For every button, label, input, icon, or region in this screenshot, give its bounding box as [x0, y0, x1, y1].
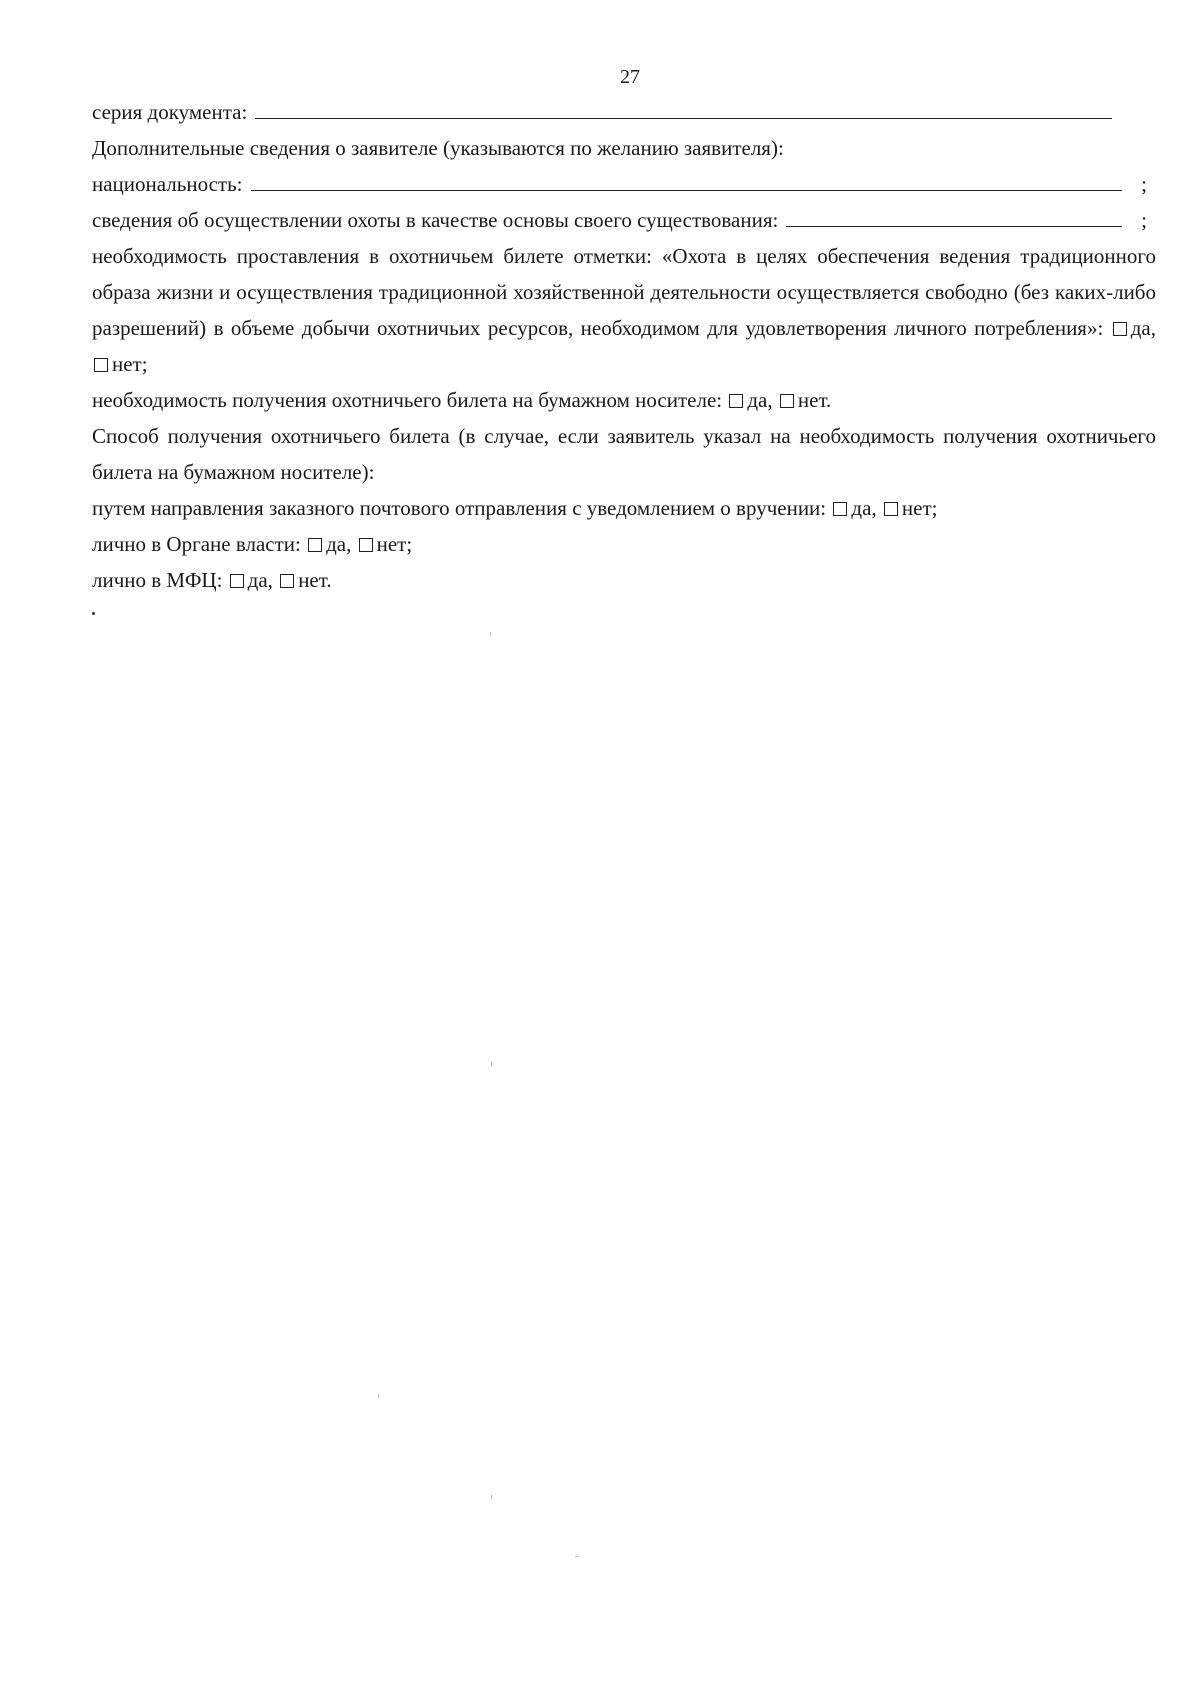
mail-yes-checkbox[interactable] — [833, 502, 847, 516]
paper-line-text: необходимость получения охотничьего билета на бумажном носителе: — [92, 388, 723, 412]
hunting-input-line[interactable] — [786, 204, 1122, 227]
mfc-no-checkbox[interactable] — [280, 574, 294, 588]
nationality-semicolon: ; — [1141, 172, 1147, 196]
authority-yes-checkbox[interactable] — [308, 538, 322, 552]
nationality-field-row — [92, 166, 1156, 202]
paper-line — [92, 382, 1156, 418]
hunting-semicolon: ; — [1141, 208, 1147, 232]
mail-no-checkbox[interactable] — [884, 502, 898, 516]
scan-speck — [491, 1495, 492, 1499]
method-paragraph — [92, 418, 1156, 490]
paper-yes-checkbox[interactable] — [729, 394, 743, 408]
series-label: серия документа: — [92, 100, 248, 124]
form-content — [92, 94, 1156, 598]
scan-speck — [491, 1062, 492, 1066]
hunting-field-row — [92, 202, 1156, 238]
mfc-no-label: нет. — [298, 568, 332, 592]
mark-yes-label: да, — [1130, 316, 1157, 340]
authority-line — [92, 526, 1156, 562]
scan-speck — [490, 632, 491, 636]
mail-yes-label: да, — [851, 496, 877, 520]
series-field-row — [92, 94, 1156, 130]
stray-dot — [92, 612, 95, 615]
mfc-line-text: лично в МФЦ: — [92, 568, 223, 592]
nationality-label: национальность: — [92, 172, 243, 196]
paper-no-label: нет. — [797, 388, 832, 412]
authority-line-text: лично в Органе власти: — [92, 532, 301, 556]
mail-line — [92, 490, 1156, 526]
additional-heading-row — [92, 130, 1156, 166]
mfc-yes-label: да, — [247, 568, 273, 592]
authority-no-label: нет; — [376, 532, 413, 556]
scan-speck — [378, 1394, 379, 1398]
paper-yes-label: да, — [747, 388, 773, 412]
nationality-input-line[interactable] — [251, 168, 1122, 191]
authority-no-checkbox[interactable] — [359, 538, 373, 552]
page-number: 27 — [620, 66, 640, 88]
mfc-line — [92, 562, 1156, 598]
mark-paragraph-text: необходимость проставления в охотничьем билете отметки: «Охота в целях обеспечения ведения традиционного образа жизни и осуществления традиционной хозяйственной деятельности осуществляется свободно (без каких-либо разрешений) в объеме добычи охотничьих ресурсов, необходимом для удовлетворения личного потребления»: — [92, 244, 1156, 340]
mfc-yes-checkbox[interactable] — [230, 574, 244, 588]
mark-yes-checkbox[interactable] — [1113, 322, 1127, 336]
mark-no-checkbox[interactable] — [94, 358, 108, 372]
mark-no-label: нет; — [112, 352, 148, 376]
series-input-line[interactable] — [255, 96, 1112, 119]
authority-yes-label: да, — [326, 532, 352, 556]
method-paragraph-text: Способ получения охотничьего билета (в случае, если заявитель указал на необходимость получения охотничьего билета на бумажном носителе): — [92, 424, 1156, 484]
scan-speck — [575, 1556, 578, 1557]
paper-no-checkbox[interactable] — [780, 394, 794, 408]
mail-line-text: путем направления заказного почтового отправления с уведомлением о вручении: — [92, 496, 827, 520]
mark-paragraph — [92, 238, 1156, 382]
hunting-label: сведения об осуществлении охоты в качестве основы своего существования: — [92, 208, 779, 232]
mail-no-label: нет; — [901, 496, 938, 520]
additional-heading: Дополнительные сведения о заявителе (указываются по желанию заявителя): — [92, 136, 784, 160]
